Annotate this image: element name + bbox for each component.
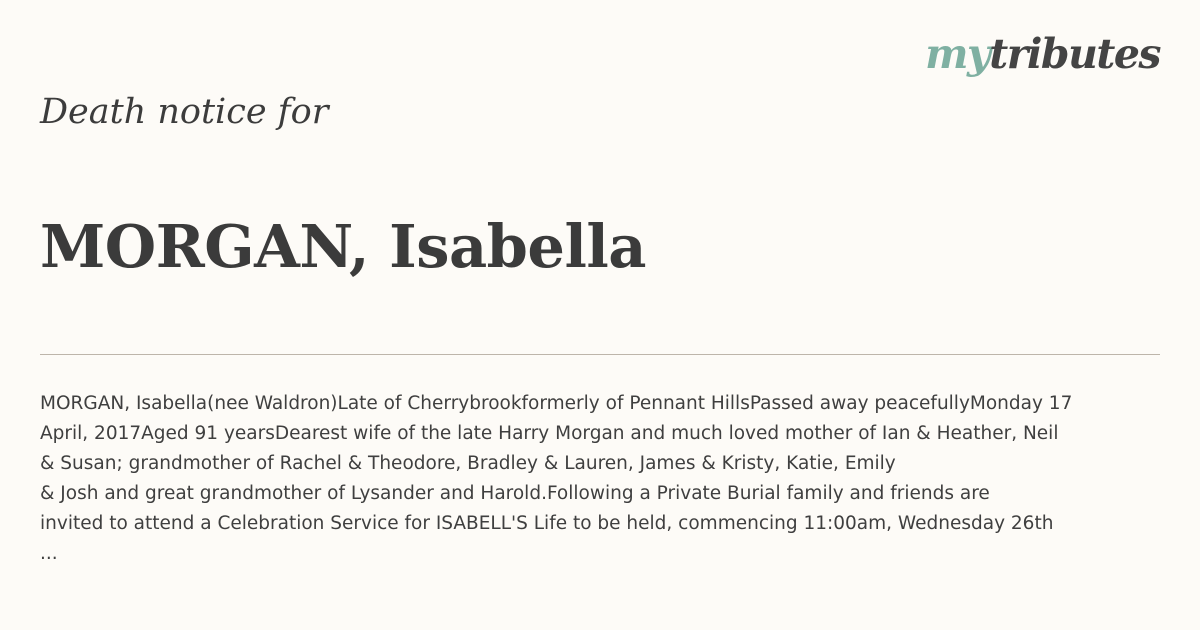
notice-body-ellipsis: ...: [40, 543, 58, 564]
notice-body-line: MORGAN, Isabella(nee Waldron)Late of Cherrybrookformerly of Pennant HillsPassed away peacefullyMonday 17: [40, 393, 1073, 414]
logo-my: my: [925, 30, 990, 78]
notice-intro: Death notice for: [40, 92, 329, 132]
notice-body-line: & Josh and great grandmother of Lysander and Harold.Following a Private Burial family and friends are: [40, 483, 990, 504]
logo-tributes: tributes: [989, 30, 1160, 78]
notice-body-line: invited to attend a Celebration Service for ISABELL'S Life to be held, commencing 11:00am, Wednesday 26th: [40, 513, 1054, 534]
notice-body-line: April, 2017Aged 91 yearsDearest wife of the late Harry Morgan and much loved mother of Ian & Heather, Neil: [40, 423, 1059, 444]
mytributes-logo: [925, 30, 1160, 78]
divider: [40, 354, 1160, 355]
deceased-name: MORGAN, Isabella: [40, 212, 647, 281]
notice-body: [40, 389, 1160, 569]
notice-body-line: & Susan; grandmother of Rachel & Theodore, Bradley & Lauren, James & Kristy, Katie, Emily: [40, 453, 896, 474]
